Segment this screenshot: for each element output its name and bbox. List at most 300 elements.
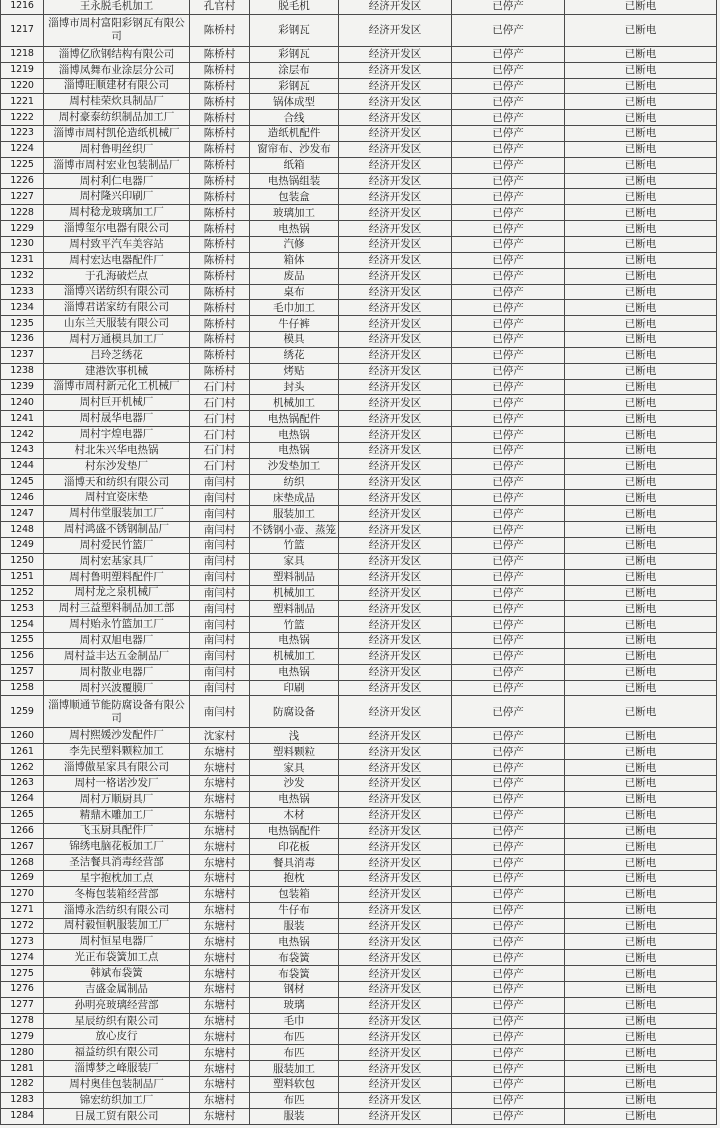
table-row bbox=[1, 839, 717, 855]
seq-cell: 1219 bbox=[1, 62, 44, 78]
name-cell: 周村散业电器厂 bbox=[44, 664, 190, 680]
power-cell: 已断电 bbox=[565, 110, 717, 126]
area-cell: 经济开发区 bbox=[339, 886, 452, 902]
village-cell: 东塘村 bbox=[190, 886, 250, 902]
power-cell: 已断电 bbox=[565, 490, 717, 506]
seq-cell: 1265 bbox=[1, 807, 44, 823]
table-row bbox=[1, 236, 717, 252]
name-cell: 锦宏纺织加工厂 bbox=[44, 1092, 190, 1108]
village-cell: 石门村 bbox=[190, 458, 250, 474]
table-row bbox=[1, 347, 717, 363]
name-cell: 淄博市周村富阳彩钢瓦有限公司 bbox=[44, 14, 190, 46]
name-cell: 周村一格诺沙发厂 bbox=[44, 775, 190, 791]
power-cell: 已断电 bbox=[565, 94, 717, 110]
power-cell: 已断电 bbox=[565, 1108, 717, 1124]
seq-cell: 1269 bbox=[1, 871, 44, 887]
status-cell: 已停产 bbox=[452, 569, 565, 585]
name-cell: 周村桂荣炊具制品厂 bbox=[44, 94, 190, 110]
table-row bbox=[1, 1061, 717, 1077]
power-cell: 已断电 bbox=[565, 918, 717, 934]
status-cell: 已停产 bbox=[452, 62, 565, 78]
seq-cell: 1271 bbox=[1, 902, 44, 918]
power-cell: 已断电 bbox=[565, 1029, 717, 1045]
name-cell: 周村三益塑料制品加工部 bbox=[44, 601, 190, 617]
status-cell: 已停产 bbox=[452, 458, 565, 474]
product-cell: 电热锅配件 bbox=[250, 823, 339, 839]
product-cell: 塑料颗粒 bbox=[250, 744, 339, 760]
table-row bbox=[1, 886, 717, 902]
seq-cell: 1221 bbox=[1, 94, 44, 110]
product-cell: 绣花 bbox=[250, 347, 339, 363]
product-cell: 家具 bbox=[250, 553, 339, 569]
seq-cell: 1234 bbox=[1, 300, 44, 316]
area-cell: 经济开发区 bbox=[339, 126, 452, 142]
status-cell: 已停产 bbox=[452, 221, 565, 237]
table-row bbox=[1, 871, 717, 887]
area-cell: 经济开发区 bbox=[339, 94, 452, 110]
village-cell: 东塘村 bbox=[190, 744, 250, 760]
village-cell: 南闫村 bbox=[190, 569, 250, 585]
village-cell: 东塘村 bbox=[190, 918, 250, 934]
status-cell: 已停产 bbox=[452, 126, 565, 142]
table-row bbox=[1, 141, 717, 157]
village-cell: 南闫村 bbox=[190, 617, 250, 633]
power-cell: 已断电 bbox=[565, 1045, 717, 1061]
product-cell: 窗帘布、沙发布 bbox=[250, 141, 339, 157]
power-cell: 已断电 bbox=[565, 62, 717, 78]
status-cell: 已停产 bbox=[452, 950, 565, 966]
status-cell: 已停产 bbox=[452, 268, 565, 284]
area-cell: 经济开发区 bbox=[339, 728, 452, 744]
table-row bbox=[1, 585, 717, 601]
status-cell: 已停产 bbox=[452, 1029, 565, 1045]
seq-cell: 1251 bbox=[1, 569, 44, 585]
seq-cell: 1225 bbox=[1, 157, 44, 173]
status-cell: 已停产 bbox=[452, 1077, 565, 1093]
product-cell: 床垫成品 bbox=[250, 490, 339, 506]
seq-cell: 1223 bbox=[1, 126, 44, 142]
product-cell: 玻璃加工 bbox=[250, 205, 339, 221]
table-row bbox=[1, 918, 717, 934]
village-cell: 南闫村 bbox=[190, 490, 250, 506]
name-cell: 周村恒星电器厂 bbox=[44, 934, 190, 950]
name-cell: 村东沙发垫厂 bbox=[44, 458, 190, 474]
name-cell: 周村爱民竹篮厂 bbox=[44, 538, 190, 554]
name-cell: 周村致平汽车美容站 bbox=[44, 236, 190, 252]
area-cell: 经济开发区 bbox=[339, 664, 452, 680]
area-cell: 经济开发区 bbox=[339, 173, 452, 189]
village-cell: 东塘村 bbox=[190, 1029, 250, 1045]
table-row bbox=[1, 997, 717, 1013]
seq-cell: 1274 bbox=[1, 950, 44, 966]
status-cell: 已停产 bbox=[452, 855, 565, 871]
table-row bbox=[1, 966, 717, 982]
power-cell: 已断电 bbox=[565, 506, 717, 522]
product-cell: 毛巾 bbox=[250, 1013, 339, 1029]
product-cell: 电热锅配件 bbox=[250, 411, 339, 427]
status-cell: 已停产 bbox=[452, 332, 565, 348]
power-cell: 已断电 bbox=[565, 966, 717, 982]
product-cell: 牛仔布 bbox=[250, 902, 339, 918]
power-cell: 已断电 bbox=[565, 522, 717, 538]
seq-cell: 1242 bbox=[1, 427, 44, 443]
name-cell: 村北朱兴华电热锅 bbox=[44, 442, 190, 458]
table-row bbox=[1, 506, 717, 522]
product-cell: 服装 bbox=[250, 1108, 339, 1124]
product-cell: 玻璃 bbox=[250, 997, 339, 1013]
seq-cell: 1270 bbox=[1, 886, 44, 902]
seq-cell: 1239 bbox=[1, 379, 44, 395]
name-cell: 周村熙媛沙发配件厂 bbox=[44, 728, 190, 744]
seq-cell: 1232 bbox=[1, 268, 44, 284]
village-cell: 陈桥村 bbox=[190, 316, 250, 332]
name-cell: 淄博凤舞布业涂层分公司 bbox=[44, 62, 190, 78]
status-cell: 已停产 bbox=[452, 1092, 565, 1108]
product-cell: 包装箱 bbox=[250, 886, 339, 902]
village-cell: 东塘村 bbox=[190, 823, 250, 839]
seq-cell: 1240 bbox=[1, 395, 44, 411]
name-cell: 王永脱毛机加工 bbox=[44, 0, 190, 14]
seq-cell: 1244 bbox=[1, 458, 44, 474]
status-cell: 已停产 bbox=[452, 918, 565, 934]
seq-cell: 1278 bbox=[1, 1013, 44, 1029]
name-cell: 飞玉厨具配件厂 bbox=[44, 823, 190, 839]
power-cell: 已断电 bbox=[565, 46, 717, 62]
table-row bbox=[1, 427, 717, 443]
power-cell: 已断电 bbox=[565, 617, 717, 633]
product-cell: 电热锅 bbox=[250, 934, 339, 950]
seq-cell: 1275 bbox=[1, 966, 44, 982]
name-cell: 淄博市周村宏业包装制品厂 bbox=[44, 157, 190, 173]
seq-cell: 1262 bbox=[1, 760, 44, 776]
power-cell: 已断电 bbox=[565, 427, 717, 443]
village-cell: 陈桥村 bbox=[190, 126, 250, 142]
area-cell: 经济开发区 bbox=[339, 78, 452, 94]
area-cell: 经济开发区 bbox=[339, 902, 452, 918]
status-cell: 已停产 bbox=[452, 1108, 565, 1124]
area-cell: 经济开发区 bbox=[339, 981, 452, 997]
table-row bbox=[1, 538, 717, 554]
name-cell: 建港饮事机械 bbox=[44, 363, 190, 379]
product-cell: 纸箱 bbox=[250, 157, 339, 173]
status-cell: 已停产 bbox=[452, 46, 565, 62]
table-row bbox=[1, 633, 717, 649]
table-row bbox=[1, 300, 717, 316]
village-cell: 东塘村 bbox=[190, 1013, 250, 1029]
product-cell: 抱枕 bbox=[250, 871, 339, 887]
seq-cell: 1246 bbox=[1, 490, 44, 506]
area-cell: 经济开发区 bbox=[339, 648, 452, 664]
table-row bbox=[1, 569, 717, 585]
area-cell: 经济开发区 bbox=[339, 601, 452, 617]
name-cell: 吉盛金属制品 bbox=[44, 981, 190, 997]
table-row bbox=[1, 1092, 717, 1108]
village-cell: 南闫村 bbox=[190, 538, 250, 554]
seq-cell: 1230 bbox=[1, 236, 44, 252]
seq-cell: 1252 bbox=[1, 585, 44, 601]
power-cell: 已断电 bbox=[565, 934, 717, 950]
power-cell: 已断电 bbox=[565, 126, 717, 142]
seq-cell: 1260 bbox=[1, 728, 44, 744]
area-cell: 经济开发区 bbox=[339, 490, 452, 506]
name-cell: 淄博梦之峰服装厂 bbox=[44, 1061, 190, 1077]
village-cell: 东塘村 bbox=[190, 981, 250, 997]
product-cell: 家具 bbox=[250, 760, 339, 776]
village-cell: 东塘村 bbox=[190, 791, 250, 807]
village-cell: 陈桥村 bbox=[190, 14, 250, 46]
village-cell: 东塘村 bbox=[190, 997, 250, 1013]
name-cell: 周村宏基家具厂 bbox=[44, 553, 190, 569]
village-cell: 石门村 bbox=[190, 442, 250, 458]
table-row bbox=[1, 791, 717, 807]
village-cell: 石门村 bbox=[190, 411, 250, 427]
table-row bbox=[1, 284, 717, 300]
name-cell: 淄博亿欣钢结构有限公司 bbox=[44, 46, 190, 62]
area-cell: 经济开发区 bbox=[339, 284, 452, 300]
power-cell: 已断电 bbox=[565, 886, 717, 902]
village-cell: 南闫村 bbox=[190, 585, 250, 601]
name-cell: 于孔海破烂点 bbox=[44, 268, 190, 284]
area-cell: 经济开发区 bbox=[339, 1045, 452, 1061]
power-cell: 已断电 bbox=[565, 744, 717, 760]
product-cell: 合线 bbox=[250, 110, 339, 126]
village-cell: 东塘村 bbox=[190, 902, 250, 918]
village-cell: 东塘村 bbox=[190, 775, 250, 791]
seq-cell: 1282 bbox=[1, 1077, 44, 1093]
village-cell: 东塘村 bbox=[190, 1045, 250, 1061]
area-cell: 经济开发区 bbox=[339, 300, 452, 316]
product-cell: 服装加工 bbox=[250, 506, 339, 522]
area-cell: 经济开发区 bbox=[339, 950, 452, 966]
name-cell: 日晟工贸有限公司 bbox=[44, 1108, 190, 1124]
name-cell: 周村利仁电器厂 bbox=[44, 173, 190, 189]
area-cell: 经济开发区 bbox=[339, 633, 452, 649]
product-cell: 竹篮 bbox=[250, 617, 339, 633]
product-cell: 布匹 bbox=[250, 1029, 339, 1045]
village-cell: 东塘村 bbox=[190, 1108, 250, 1124]
seq-cell: 1259 bbox=[1, 696, 44, 728]
village-cell: 东塘村 bbox=[190, 950, 250, 966]
village-cell: 陈桥村 bbox=[190, 332, 250, 348]
power-cell: 已断电 bbox=[565, 807, 717, 823]
table-row bbox=[1, 379, 717, 395]
product-cell: 布袋簧 bbox=[250, 966, 339, 982]
product-cell: 箱体 bbox=[250, 252, 339, 268]
name-cell: 淄博永浩纺织有限公司 bbox=[44, 902, 190, 918]
name-cell: 山东兰天服装有限公司 bbox=[44, 316, 190, 332]
village-cell: 陈桥村 bbox=[190, 205, 250, 221]
name-cell: 周村伟堂服装加工厂 bbox=[44, 506, 190, 522]
seq-cell: 1227 bbox=[1, 189, 44, 205]
product-cell: 锅体成型 bbox=[250, 94, 339, 110]
village-cell: 沈家村 bbox=[190, 728, 250, 744]
village-cell: 陈桥村 bbox=[190, 363, 250, 379]
name-cell: 福益纺织有限公司 bbox=[44, 1045, 190, 1061]
power-cell: 已断电 bbox=[565, 633, 717, 649]
village-cell: 陈桥村 bbox=[190, 221, 250, 237]
seq-cell: 1218 bbox=[1, 46, 44, 62]
product-cell: 布匹 bbox=[250, 1045, 339, 1061]
village-cell: 石门村 bbox=[190, 379, 250, 395]
seq-cell: 1237 bbox=[1, 347, 44, 363]
seq-cell: 1243 bbox=[1, 442, 44, 458]
seq-cell: 1273 bbox=[1, 934, 44, 950]
product-cell: 模具 bbox=[250, 332, 339, 348]
status-cell: 已停产 bbox=[452, 775, 565, 791]
product-cell: 机械加工 bbox=[250, 648, 339, 664]
village-cell: 石门村 bbox=[190, 395, 250, 411]
power-cell: 已断电 bbox=[565, 268, 717, 284]
village-cell: 陈桥村 bbox=[190, 94, 250, 110]
product-cell: 涂层布 bbox=[250, 62, 339, 78]
status-cell: 已停产 bbox=[452, 728, 565, 744]
area-cell: 经济开发区 bbox=[339, 680, 452, 696]
seq-cell: 1238 bbox=[1, 363, 44, 379]
table-row bbox=[1, 664, 717, 680]
power-cell: 已断电 bbox=[565, 1092, 717, 1108]
table-row bbox=[1, 94, 717, 110]
name-cell: 周村宜姿床垫 bbox=[44, 490, 190, 506]
area-cell: 经济开发区 bbox=[339, 411, 452, 427]
name-cell: 周村贻永竹篮加工厂 bbox=[44, 617, 190, 633]
power-cell: 已断电 bbox=[565, 728, 717, 744]
status-cell: 已停产 bbox=[452, 760, 565, 776]
seq-cell: 1263 bbox=[1, 775, 44, 791]
product-cell: 塑料制品 bbox=[250, 569, 339, 585]
power-cell: 已断电 bbox=[565, 585, 717, 601]
name-cell: 周村隆兴印刷厂 bbox=[44, 189, 190, 205]
area-cell: 经济开发区 bbox=[339, 506, 452, 522]
seq-cell: 1224 bbox=[1, 141, 44, 157]
name-cell: 周村鲁明塑料配件厂 bbox=[44, 569, 190, 585]
table-row bbox=[1, 902, 717, 918]
status-cell: 已停产 bbox=[452, 997, 565, 1013]
power-cell: 已断电 bbox=[565, 442, 717, 458]
name-cell: 周村稔龙玻璃加工厂 bbox=[44, 205, 190, 221]
name-cell: 周村万顺厨具厂 bbox=[44, 791, 190, 807]
village-cell: 南闫村 bbox=[190, 474, 250, 490]
table-row bbox=[1, 268, 717, 284]
power-cell: 已断电 bbox=[565, 205, 717, 221]
area-cell: 经济开发区 bbox=[339, 585, 452, 601]
table-row bbox=[1, 981, 717, 997]
power-cell: 已断电 bbox=[565, 696, 717, 728]
name-cell: 周村豪泰纺织制品加工厂 bbox=[44, 110, 190, 126]
product-cell: 布袋簧 bbox=[250, 950, 339, 966]
village-cell: 东塘村 bbox=[190, 1092, 250, 1108]
power-cell: 已断电 bbox=[565, 823, 717, 839]
power-cell: 已断电 bbox=[565, 1013, 717, 1029]
product-cell: 钢材 bbox=[250, 981, 339, 997]
product-cell: 木材 bbox=[250, 807, 339, 823]
status-cell: 已停产 bbox=[452, 553, 565, 569]
name-cell: 淄博玺尔电器有限公司 bbox=[44, 221, 190, 237]
village-cell: 南闫村 bbox=[190, 633, 250, 649]
name-cell: 周村鸿盛不锈钢制品厂 bbox=[44, 522, 190, 538]
product-cell: 防腐设备 bbox=[250, 696, 339, 728]
area-cell: 经济开发区 bbox=[339, 46, 452, 62]
status-cell: 已停产 bbox=[452, 0, 565, 14]
status-cell: 已停产 bbox=[452, 490, 565, 506]
area-cell: 经济开发区 bbox=[339, 966, 452, 982]
area-cell: 经济开发区 bbox=[339, 347, 452, 363]
village-cell: 陈桥村 bbox=[190, 157, 250, 173]
village-cell: 陈桥村 bbox=[190, 236, 250, 252]
status-cell: 已停产 bbox=[452, 966, 565, 982]
seq-cell: 1249 bbox=[1, 538, 44, 554]
seq-cell: 1254 bbox=[1, 617, 44, 633]
area-cell: 经济开发区 bbox=[339, 252, 452, 268]
village-cell: 南闫村 bbox=[190, 664, 250, 680]
table-row bbox=[1, 363, 717, 379]
table-row bbox=[1, 696, 717, 728]
area-cell: 经济开发区 bbox=[339, 458, 452, 474]
product-cell: 纺织 bbox=[250, 474, 339, 490]
table-row bbox=[1, 316, 717, 332]
area-cell: 经济开发区 bbox=[339, 14, 452, 46]
table-row bbox=[1, 950, 717, 966]
product-cell: 服装 bbox=[250, 918, 339, 934]
status-cell: 已停产 bbox=[452, 1045, 565, 1061]
table-row bbox=[1, 1045, 717, 1061]
seq-cell: 1264 bbox=[1, 791, 44, 807]
table-body bbox=[1, 0, 717, 1124]
seq-cell: 1241 bbox=[1, 411, 44, 427]
power-cell: 已断电 bbox=[565, 189, 717, 205]
table-row bbox=[1, 934, 717, 950]
seq-cell: 1258 bbox=[1, 680, 44, 696]
table-row bbox=[1, 474, 717, 490]
status-cell: 已停产 bbox=[452, 379, 565, 395]
status-cell: 已停产 bbox=[452, 141, 565, 157]
seq-cell: 1276 bbox=[1, 981, 44, 997]
name-cell: 周村宇煌电器厂 bbox=[44, 427, 190, 443]
area-cell: 经济开发区 bbox=[339, 934, 452, 950]
area-cell: 经济开发区 bbox=[339, 823, 452, 839]
name-cell: 淄博君诺家纺有限公司 bbox=[44, 300, 190, 316]
status-cell: 已停产 bbox=[452, 538, 565, 554]
product-cell: 印花板 bbox=[250, 839, 339, 855]
name-cell: 周村双旭电器厂 bbox=[44, 633, 190, 649]
seq-cell: 1250 bbox=[1, 553, 44, 569]
village-cell: 陈桥村 bbox=[190, 62, 250, 78]
area-cell: 经济开发区 bbox=[339, 110, 452, 126]
product-cell: 电热锅 bbox=[250, 427, 339, 443]
village-cell: 南闫村 bbox=[190, 680, 250, 696]
table-row bbox=[1, 1077, 717, 1093]
status-cell: 已停产 bbox=[452, 14, 565, 46]
seq-cell: 1280 bbox=[1, 1045, 44, 1061]
village-cell: 陈桥村 bbox=[190, 78, 250, 94]
seq-cell: 1236 bbox=[1, 332, 44, 348]
seq-cell: 1266 bbox=[1, 823, 44, 839]
seq-cell: 1277 bbox=[1, 997, 44, 1013]
power-cell: 已断电 bbox=[565, 950, 717, 966]
status-cell: 已停产 bbox=[452, 617, 565, 633]
area-cell: 经济开发区 bbox=[339, 236, 452, 252]
product-cell: 服装加工 bbox=[250, 1061, 339, 1077]
area-cell: 经济开发区 bbox=[339, 62, 452, 78]
table-row bbox=[1, 395, 717, 411]
status-cell: 已停产 bbox=[452, 157, 565, 173]
power-cell: 已断电 bbox=[565, 569, 717, 585]
name-cell: 淄博天和纺织有限公司 bbox=[44, 474, 190, 490]
power-cell: 已断电 bbox=[565, 839, 717, 855]
name-cell: 周村万通模具加工厂 bbox=[44, 332, 190, 348]
table-row bbox=[1, 205, 717, 221]
table-row bbox=[1, 458, 717, 474]
product-cell: 塑料制品 bbox=[250, 601, 339, 617]
